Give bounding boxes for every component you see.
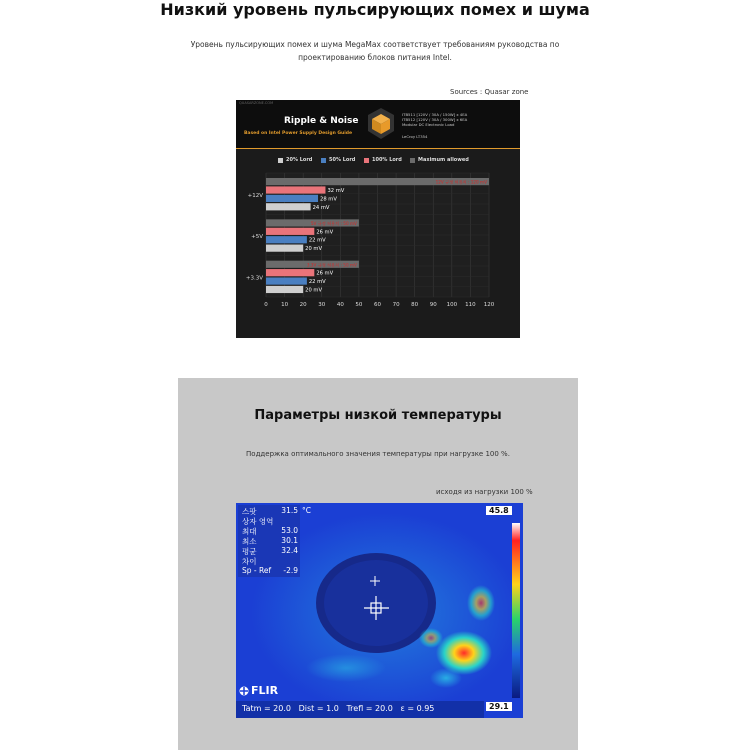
- data-label: 26 mV: [316, 270, 334, 277]
- watermark: QUASARZONE.COM: [239, 101, 274, 105]
- bar: [266, 269, 314, 276]
- ripple-heading: Ripple & Noise: [284, 116, 359, 126]
- data-label: 32 mV: [327, 188, 345, 194]
- data-label: 3.3V 규정 허용치 : 50 mV: [306, 262, 357, 268]
- bar: [266, 228, 314, 235]
- legend-label: 100% Lord: [372, 157, 402, 163]
- x-tick-label: 60: [374, 302, 381, 308]
- category-label: +12V: [247, 192, 263, 199]
- legend-label: Maximum allowed: [418, 157, 469, 163]
- readout-value: 32.4: [281, 546, 298, 555]
- thermal-caption: исходя из нагрузки 100 %: [436, 488, 533, 496]
- data-label: 12V 규정 허용치 : 120 mV: [435, 179, 487, 185]
- readout-label: 최소: [242, 537, 257, 546]
- readout-label: 평균: [242, 547, 257, 556]
- x-tick-label: 100: [446, 302, 458, 308]
- thermal-description: Поддержка оптимального значения температуры при нагрузке 100 %.: [246, 450, 510, 458]
- spec-line: ITB511 [120V / 30A / 150W] x 4EA: [402, 112, 468, 117]
- flir-logo: [239, 684, 278, 697]
- legend-label: 20% Lord: [286, 157, 313, 163]
- bar: [266, 245, 303, 252]
- scope-label: LeCroy LT354: [402, 134, 428, 139]
- readout-value: 53.0: [281, 526, 298, 535]
- bar: [266, 195, 318, 202]
- readout-value: -2.9: [283, 566, 298, 575]
- bar: [266, 203, 311, 210]
- thermal-footer: Tatm = 20.0 Dist = 1.0 Trefl = 20.0 ε = 0.95: [242, 704, 435, 713]
- data-label: 24 mV: [312, 204, 330, 211]
- flir-brand: FLIR: [251, 684, 279, 697]
- x-tick-label: 120: [483, 302, 495, 308]
- thermal-image: [236, 503, 523, 718]
- x-tick-label: 10: [281, 302, 289, 308]
- readout-value: 30.1: [281, 536, 298, 545]
- x-tick-label: 30: [318, 302, 326, 308]
- x-tick-label: 70: [392, 302, 400, 308]
- flir-logo-icon: [239, 686, 249, 696]
- readout-value: 31.5: [281, 506, 298, 515]
- data-label: 5V 규정 허용치 : 50 mV: [310, 220, 357, 226]
- readout-label: 최대: [242, 527, 257, 536]
- x-tick-label: 50: [355, 302, 363, 308]
- ripple-noise-panel: [236, 100, 520, 338]
- category-label: +5V: [251, 234, 263, 241]
- ripple-chart: [236, 100, 520, 338]
- data-label: 26 mV: [316, 229, 334, 236]
- data-label: 22 mV: [308, 279, 326, 286]
- readout-label: Sp - Ref: [242, 566, 272, 575]
- unit-label: °C: [302, 506, 311, 515]
- x-tick-label: 0: [264, 302, 268, 308]
- description-line-1: Уровень пульсирующих помех и шума MegaMax соответствует требованиям руководства по: [190, 40, 560, 49]
- bar: [266, 286, 303, 293]
- data-label: 20 mV: [305, 287, 323, 294]
- data-label: 20 mV: [305, 246, 323, 253]
- spec-line: ITB512 [120V / 30A / 300W] x 6EA: [402, 117, 468, 122]
- x-tick-label: 40: [336, 302, 344, 308]
- readout-label: 차이: [242, 557, 257, 566]
- x-tick-label: 20: [299, 302, 307, 308]
- thermal-title: Параметры низкой температуры: [254, 408, 502, 423]
- x-tick-label: 110: [465, 302, 476, 308]
- data-label: 22 mV: [308, 237, 326, 244]
- scale-min: 29.1: [486, 702, 512, 711]
- x-tick-label: 80: [411, 302, 419, 308]
- page-title: Низкий уровень пульсирующих помех и шума: [160, 0, 590, 19]
- bar: [266, 236, 307, 243]
- spec-line: Modular DC Electronic Load: [402, 122, 455, 127]
- thermal-section: [178, 378, 578, 750]
- bar: [266, 186, 325, 193]
- sources-label: Sources : Quasar zone: [450, 88, 529, 96]
- readout-row: [242, 566, 298, 575]
- x-tick-label: 90: [429, 302, 437, 308]
- scale-max: 45.8: [486, 506, 512, 515]
- bar: [266, 277, 307, 284]
- readout-label: 스팟: [242, 507, 257, 516]
- readout-label: 상자 영역: [242, 517, 274, 526]
- data-label: 28 mV: [320, 196, 337, 203]
- category-label: +3.3V: [245, 275, 263, 282]
- description-line-2: проектированию блоков питания Intel.: [298, 53, 452, 62]
- legend-label: 50% Lord: [329, 157, 356, 163]
- ripple-subheading: Based on Intel Power Supply Design Guide: [244, 131, 353, 136]
